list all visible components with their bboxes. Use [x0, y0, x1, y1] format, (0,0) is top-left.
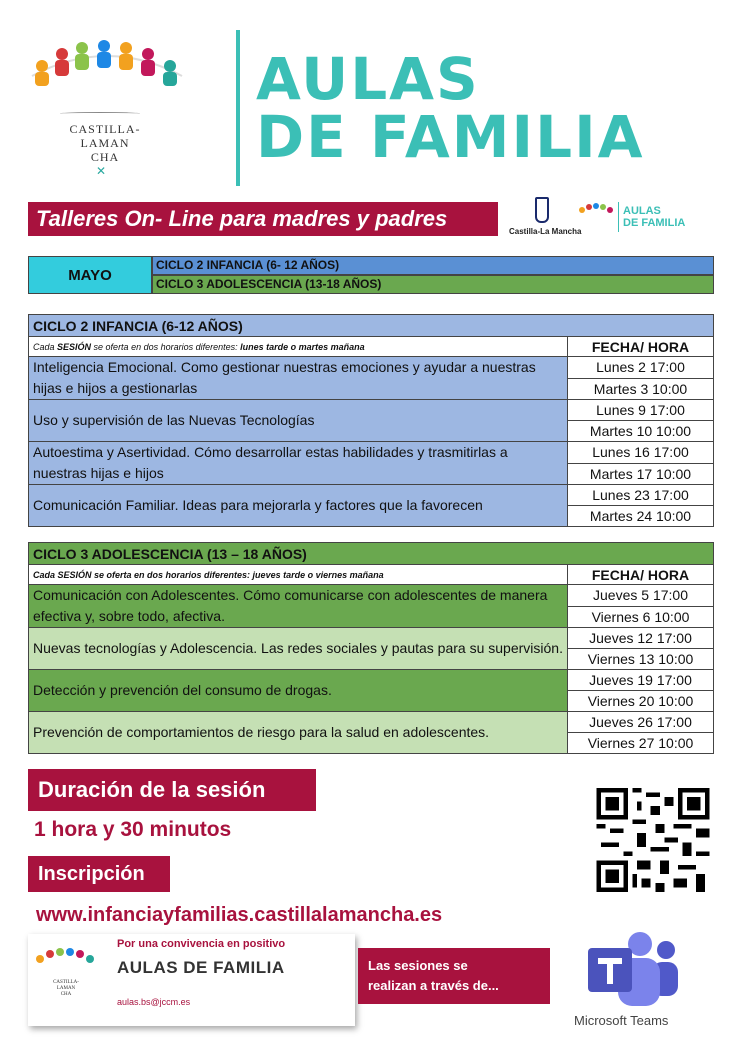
mini-title-line: DE FAMILIA — [623, 217, 686, 229]
session-date: Viernes 20 10:00 — [568, 691, 714, 712]
note-bold: SESIÓN — [57, 341, 92, 352]
session-topic: Prevención de comportamientos de riesgo para la salud en adolescentes. — [29, 712, 568, 754]
cycle3-schedule-table — [28, 542, 714, 754]
cycle2-table-title: CICLO 2 INFANCIA (6-12 AÑOS) — [29, 315, 714, 337]
session-date: Lunes 9 17:00 — [568, 400, 714, 421]
session-topic: Detección y prevención del consumo de drogas. — [29, 670, 568, 712]
month-cell: MAYO — [28, 256, 152, 294]
note-text: Cada — [33, 341, 58, 352]
table-row — [29, 357, 714, 379]
cycle3-note: Cada SESIÓN se oferta en dos horarios diferentes: jueves tarde o viernes mañana — [29, 565, 568, 585]
title-line: AULAS — [256, 45, 480, 113]
cycle2-summary: CICLO 2 INFANCIA (6- 12 AÑOS) — [152, 256, 714, 275]
logo-text-line: CASTILLA- — [69, 122, 141, 136]
session-date: Viernes 27 10:00 — [568, 733, 714, 754]
sessions-line: realizan a través de... — [368, 978, 499, 993]
session-date: Martes 10 10:00 — [568, 421, 714, 442]
mini-title — [623, 205, 685, 229]
signup-label: Inscripción — [28, 856, 170, 892]
table-row — [29, 442, 714, 464]
logo-text-line: LAMAN — [56, 986, 76, 991]
qr-code-icon[interactable] — [596, 788, 710, 892]
table-row — [29, 585, 714, 607]
logo-text — [60, 122, 150, 164]
session-topic: Comunicación Familiar. Ideas para mejorarla y factores que la favorecen — [29, 485, 568, 527]
logo-mark-icon: ✕ — [96, 164, 107, 178]
title-line: DE FAMILIA — [256, 103, 645, 171]
logo-swoosh — [60, 112, 140, 115]
microsoft-teams-icon — [584, 930, 680, 1010]
session-date: Martes 3 10:00 — [568, 378, 714, 400]
session-topic: Nuevas tecnologías y Adolescencia. Las redes sociales y pautas para su supervisión. — [29, 628, 568, 670]
table-row — [29, 712, 714, 733]
sessions-note — [358, 948, 550, 1004]
table-row — [29, 400, 714, 421]
session-date: Viernes 13 10:00 — [568, 649, 714, 670]
logo-text-line: CHA — [60, 992, 72, 997]
table-row — [29, 485, 714, 506]
session-date: Martes 24 10:00 — [568, 506, 714, 527]
session-topic: Uso y supervisión de las Nuevas Tecnologías — [29, 400, 568, 442]
cycle3-summary: CICLO 3 ADOLESCENCIA (13-18 AÑOS) — [152, 275, 714, 294]
mini-family-logo — [578, 203, 614, 215]
logo-text-line: CHA — [90, 150, 120, 164]
note-text: se oferta en dos horarios diferentes: — [91, 341, 241, 352]
teams-label: Microsoft Teams — [574, 1013, 669, 1028]
session-date: Martes 17 10:00 — [568, 463, 714, 485]
card-tagline: Por una convivencia en positivo — [117, 938, 286, 950]
jccm-label: Castilla-La Mancha — [509, 227, 582, 236]
logo-text-line: CASTILLA- — [53, 980, 79, 985]
session-topic: Inteligencia Emocional. Como gestionar nuestras emociones y ayudar a nuestras hijas e hijos a gestionarlas — [29, 357, 568, 400]
duration-value: 1 hora y 30 minutos — [34, 818, 232, 841]
duration-label: Duración de la sesión — [28, 769, 316, 811]
logo-text-line: LAMAN — [80, 136, 130, 150]
header-divider — [236, 30, 240, 186]
note-bold: lunes tarde o martes mañana — [240, 341, 365, 352]
session-topic: Autoestima y Asertividad. Cómo desarrollar estas habilidades y trasmitirlas a nuestras hijas e hijos — [29, 442, 568, 485]
mini-divider — [618, 202, 619, 232]
card-family-logo — [34, 946, 96, 968]
session-date: Jueves 26 17:00 — [568, 712, 714, 733]
table-row — [29, 628, 714, 649]
cycle2-note — [29, 337, 568, 357]
sessions-line: Las sesiones se — [368, 958, 468, 973]
session-date: Lunes 23 17:00 — [568, 485, 714, 506]
banner-title: Talleres On- Line para madres y padres — [28, 202, 498, 236]
session-date: Lunes 2 17:00 — [568, 357, 714, 379]
jccm-shield-icon — [535, 197, 549, 223]
table-row — [29, 670, 714, 691]
cycle3-table-title: CICLO 3 ADOLESCENCIA (13 – 18 AÑOS) — [29, 543, 714, 565]
session-date: Jueves 19 17:00 — [568, 670, 714, 691]
family-figures-logo — [22, 36, 192, 96]
mini-title-line: AULAS — [623, 205, 661, 217]
session-topic: Comunicación con Adolescentes. Cómo comunicarse con adolescentes de manera efectiva y, sobre todo, afectiva. — [29, 585, 568, 628]
date-header: FECHA/ HORA — [568, 337, 714, 357]
card-logo-text — [46, 980, 86, 998]
session-date: Jueves 5 17:00 — [568, 585, 714, 607]
card-title: AULAS DE FAMILIA — [117, 958, 285, 977]
contact-email[interactable]: aulas.bs@jccm.es — [117, 997, 191, 1007]
session-date: Jueves 12 17:00 — [568, 628, 714, 649]
session-date: Lunes 16 17:00 — [568, 442, 714, 464]
signup-link[interactable]: www.infanciayfamilias.castillalamancha.es — [36, 904, 443, 926]
date-header: FECHA/ HORA — [568, 565, 714, 585]
page-title — [256, 45, 645, 171]
cycle2-schedule-table — [28, 314, 714, 527]
session-date: Viernes 6 10:00 — [568, 606, 714, 628]
